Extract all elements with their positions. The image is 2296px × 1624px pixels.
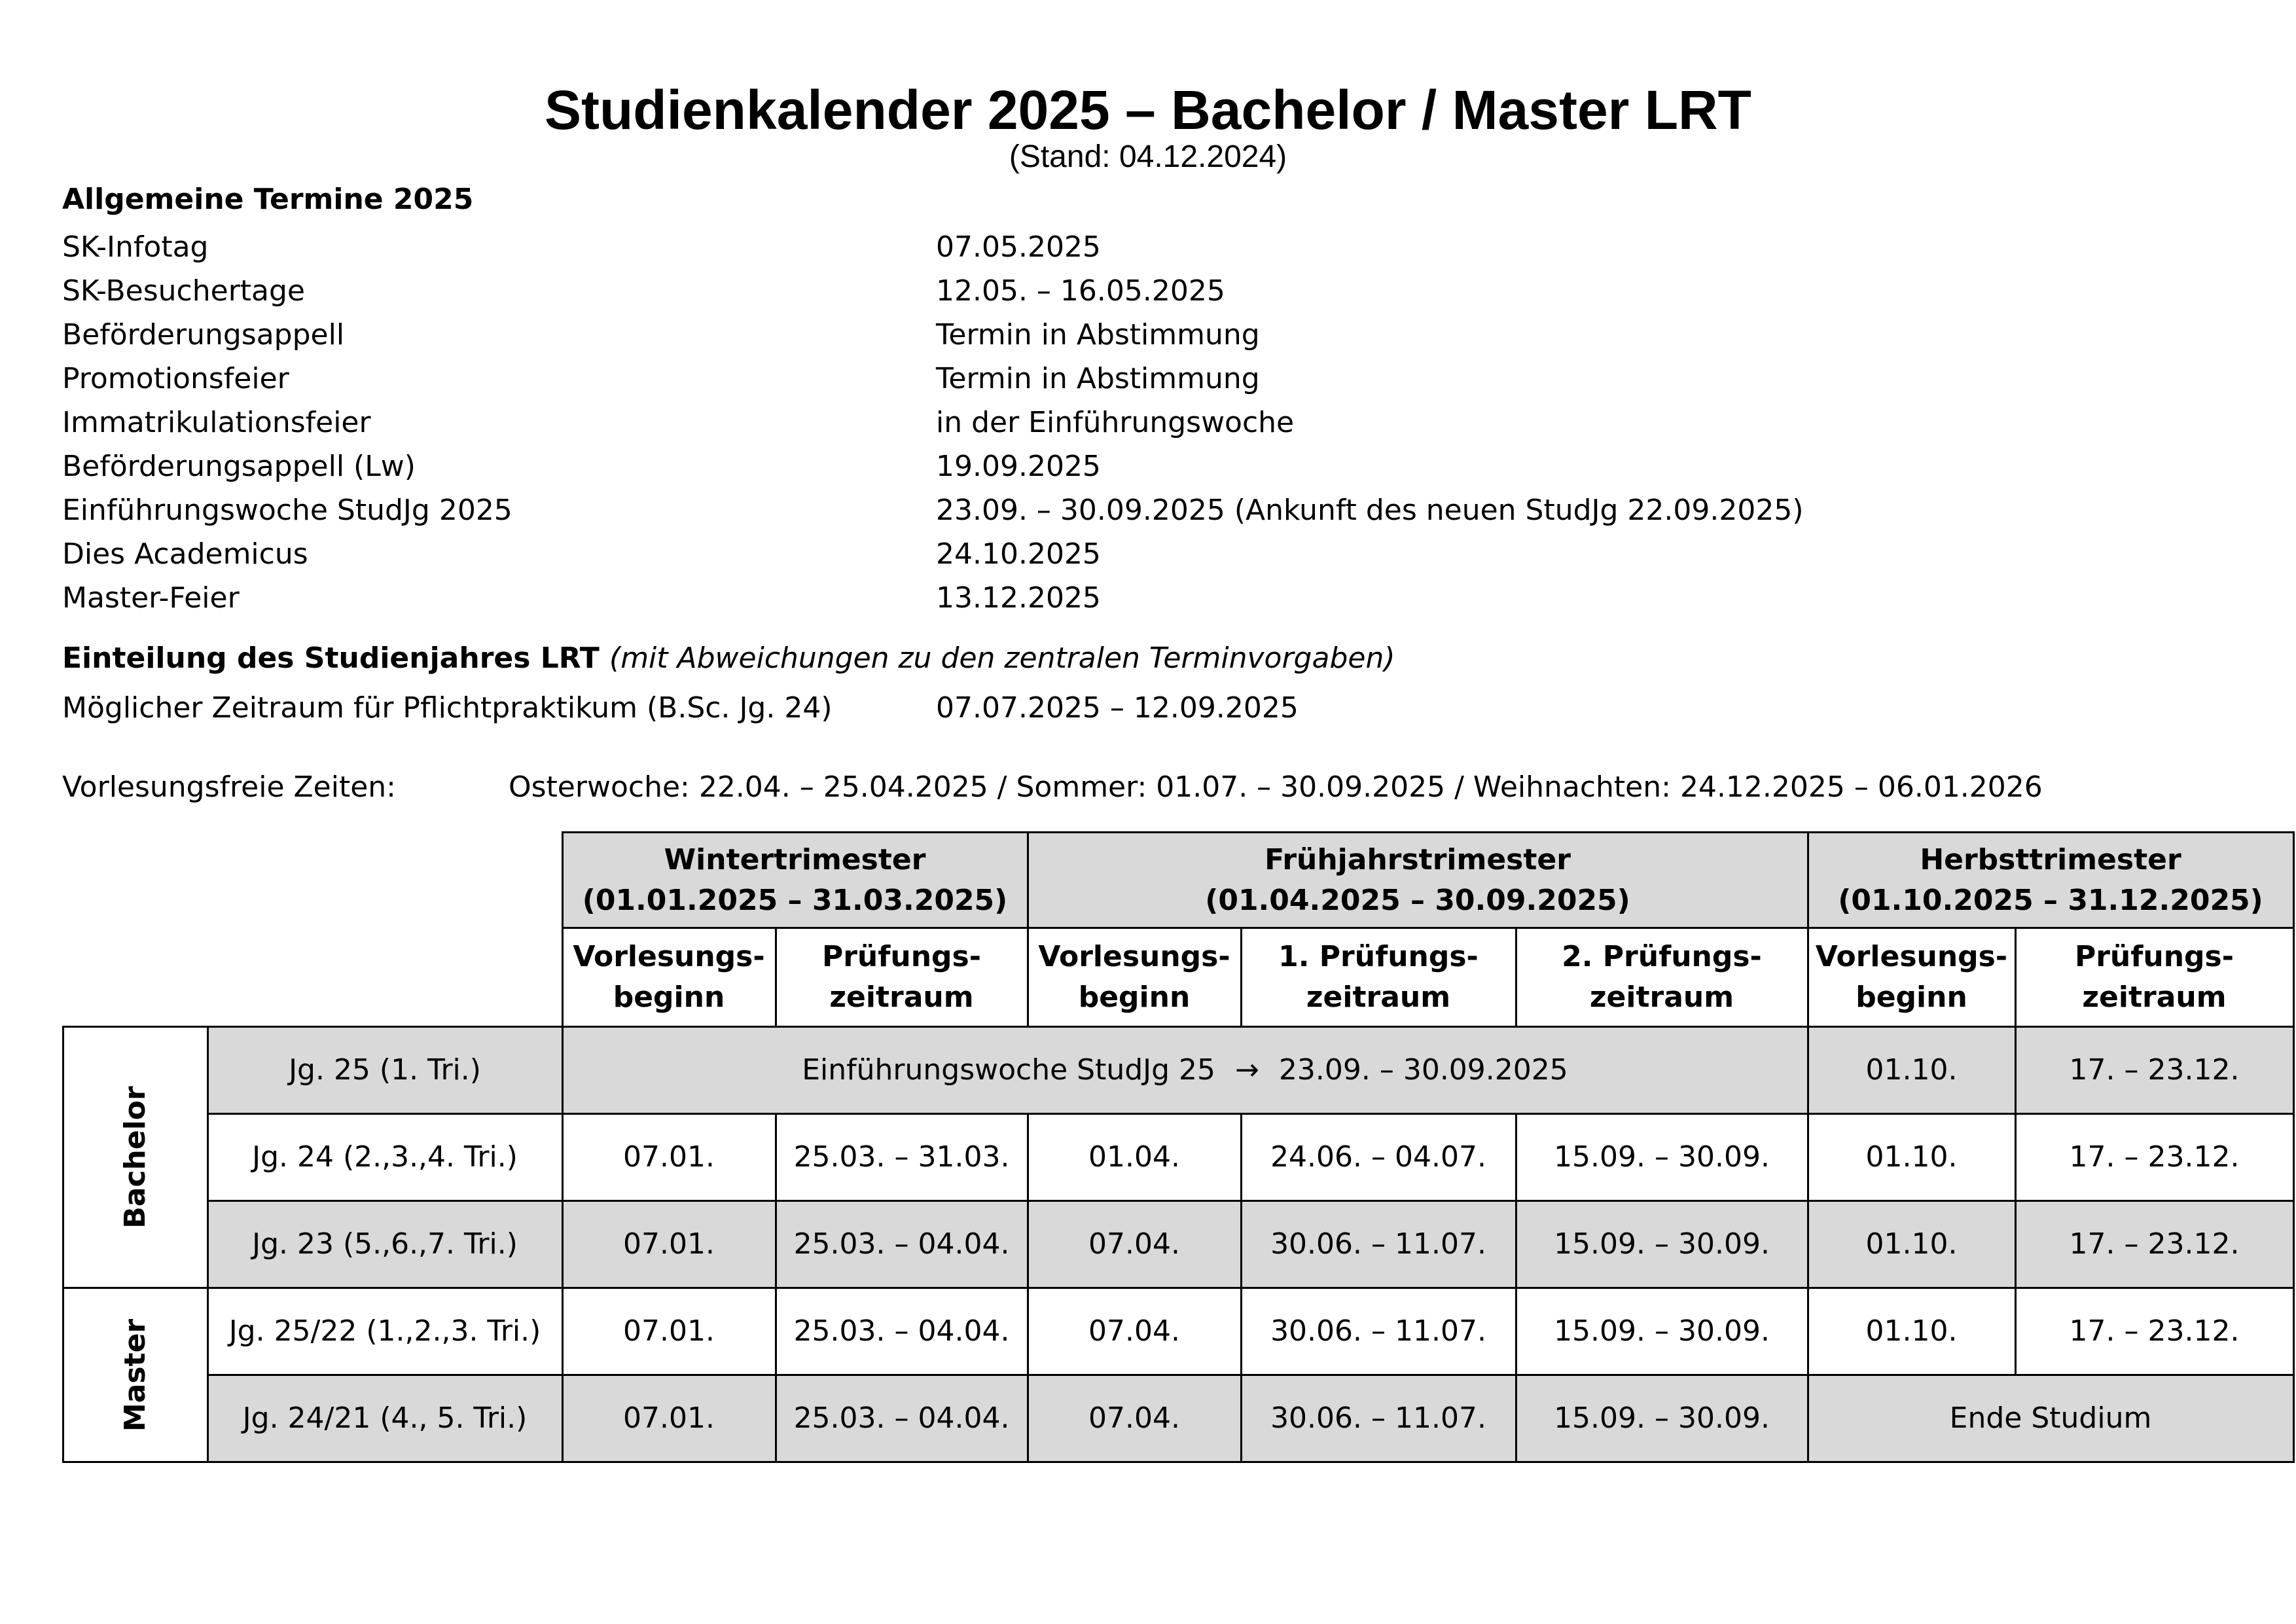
general-item-value: 12.05. – 16.05.2025 [936, 274, 1225, 308]
trimester-range: (01.04.2025 – 30.09.2025) [1205, 883, 1630, 917]
table-cell: 01.10. [1808, 1027, 2015, 1114]
row-label: Jg. 24 (2.,3.,4. Tri.) [207, 1114, 562, 1201]
table-cell: 17. – 23.12. [2015, 1027, 2293, 1114]
row-label: Jg. 25/22 (1.,2.,3. Tri.) [207, 1288, 562, 1375]
orientation-week-date: 23.09. – 30.09.2025 [1278, 1053, 1568, 1087]
subheader-cell [1516, 928, 1808, 1027]
subheader-cell [1028, 928, 1241, 1027]
trimester-header-spring [1028, 833, 1808, 928]
empty-corner [63, 928, 563, 1027]
trimester-header-row [63, 833, 2294, 928]
trimester-header-autumn [1808, 833, 2293, 928]
division-heading [62, 639, 1395, 678]
general-item-value: 24.10.2025 [936, 537, 1101, 571]
subheader-cell [2015, 928, 2293, 1027]
table-cell: 07.01. [562, 1114, 776, 1201]
trimester-name: Herbsttrimester [1920, 842, 2181, 876]
row-label: Jg. 24/21 (4., 5. Tri.) [207, 1375, 562, 1462]
general-item-label: Immatrikulationsfeier [62, 406, 371, 439]
subheader-line: beginn [613, 981, 725, 1014]
table-cell: 30.06. – 11.07. [1241, 1201, 1516, 1288]
general-item-label: Promotionsfeier [62, 362, 289, 395]
table-cell: 17. – 23.12. [2015, 1288, 2293, 1375]
general-item-value: 07.05.2025 [936, 230, 1101, 264]
subheader-line: 1. Prüfungs- [1278, 940, 1479, 973]
trimester-header-winter [562, 833, 1028, 928]
table-cell: 07.01. [562, 1375, 776, 1462]
table-cell: 25.03. – 04.04. [776, 1201, 1028, 1288]
table-cell: 17. – 23.12. [2015, 1201, 2293, 1288]
subheader-line: zeitraum [2082, 981, 2227, 1014]
table-cell: 07.04. [1028, 1288, 1241, 1375]
table-cell: 25.03. – 04.04. [776, 1288, 1028, 1375]
orientation-week-cell [562, 1027, 1808, 1114]
subheader-line: Vorlesungs- [1038, 940, 1230, 973]
subheader-line: zeitraum [1589, 981, 1734, 1014]
subheader-line: 2. Prüfungs- [1562, 940, 1762, 973]
table-cell: 30.06. – 11.07. [1241, 1375, 1516, 1462]
orientation-week-text: Einführungswoche StudJg 25 [802, 1053, 1216, 1087]
table-row [63, 1288, 2294, 1375]
table-cell: 01.04. [1028, 1114, 1241, 1201]
internship-label: Möglicher Zeitraum für Pflichtpraktikum (B.Sc. Jg. 24) [62, 691, 833, 725]
calendar-table [62, 831, 2295, 1463]
table-cell: 01.10. [1808, 1288, 2015, 1375]
general-item-value: 13.12.2025 [936, 581, 1101, 615]
subheader-line: zeitraum [1306, 981, 1451, 1014]
trimester-range: (01.10.2025 – 31.12.2025) [1838, 883, 2263, 917]
subheader-line: Prüfungs- [821, 940, 981, 973]
general-item-value: 23.09. – 30.09.2025 (Ankunft des neuen StudJg 22.09.2025) [936, 494, 1804, 527]
arrow-right-icon: → [1235, 1053, 1259, 1087]
trimester-name: Frühjahrstrimester [1265, 842, 1571, 876]
breaks-label: Vorlesungsfreie Zeiten: [62, 770, 396, 804]
table-cell: 07.01. [562, 1288, 776, 1375]
subheader-row [63, 928, 2294, 1027]
table-cell: 01.10. [1808, 1114, 2015, 1201]
general-item-value: Termin in Abstimmung [936, 362, 1260, 395]
general-item-label: Master-Feier [62, 581, 240, 615]
table-cell: 17. – 23.12. [2015, 1114, 2293, 1201]
row-label: Jg. 23 (5.,6.,7. Tri.) [207, 1201, 562, 1288]
page-title: Studienkalender 2025 – Bachelor / Master LRT [545, 79, 1751, 141]
row-label: Jg. 25 (1. Tri.) [207, 1027, 562, 1114]
group-label-text: Master [118, 1318, 152, 1432]
table-row [63, 1201, 2294, 1288]
group-label-master [63, 1288, 208, 1462]
table-cell: 15.09. – 30.09. [1516, 1288, 1808, 1375]
table-cell: 15.09. – 30.09. [1516, 1201, 1808, 1288]
subheader-line: Prüfungs- [2074, 940, 2234, 973]
general-item-label: SK-Infotag [62, 230, 209, 264]
table-cell: 01.10. [1808, 1201, 2015, 1288]
table-row [63, 1375, 2294, 1462]
subheader-line: Vorlesungs- [573, 940, 765, 973]
subheader-cell [1808, 928, 2015, 1027]
trimester-name: Wintertrimester [664, 842, 926, 876]
table-cell: 30.06. – 11.07. [1241, 1288, 1516, 1375]
group-label-text: Bachelor [118, 1086, 152, 1229]
general-item-label: Beförderungsappell [62, 318, 345, 352]
internship-value: 07.07.2025 – 12.09.2025 [936, 691, 1299, 725]
general-item-label: Beförderungsappell (Lw) [62, 450, 416, 483]
general-item-value: Termin in Abstimmung [936, 318, 1260, 352]
group-label-bachelor [63, 1027, 208, 1288]
trimester-range: (01.01.2025 – 31.03.2025) [582, 883, 1008, 917]
table-cell: 24.06. – 04.07. [1241, 1114, 1516, 1201]
general-dates-heading: Allgemeine Termine 2025 [62, 183, 474, 216]
page-subtitle: (Stand: 04.12.2024) [1009, 139, 1287, 174]
subheader-cell [1241, 928, 1516, 1027]
table-cell: 15.09. – 30.09. [1516, 1114, 1808, 1201]
division-heading-text: Einteilung des Studienjahres LRT [62, 641, 600, 675]
general-item-value: 19.09.2025 [936, 450, 1101, 483]
table-cell: 07.01. [562, 1201, 776, 1288]
table-row [63, 1027, 2294, 1114]
general-item-value: in der Einführungswoche [936, 406, 1295, 439]
general-item-label: SK-Besuchertage [62, 274, 305, 308]
subheader-line: beginn [1078, 981, 1191, 1014]
subheader-cell [562, 928, 776, 1027]
empty-corner [63, 833, 563, 928]
general-item-label: Einführungswoche StudJg 2025 [62, 494, 512, 527]
table-cell: 15.09. – 30.09. [1516, 1375, 1808, 1462]
table-cell: 25.03. – 04.04. [776, 1375, 1028, 1462]
subheader-line: beginn [1856, 981, 1967, 1014]
subheader-line: zeitraum [829, 981, 974, 1014]
end-of-study-cell: Ende Studium [1808, 1375, 2293, 1462]
subheader-cell [776, 928, 1028, 1027]
division-heading-note: (mit Abweichungen zu den zentralen Terminvorgaben) [609, 641, 1395, 675]
table-row [63, 1114, 2294, 1201]
table-cell: 25.03. – 31.03. [776, 1114, 1028, 1201]
breaks-text: Osterwoche: 22.04. – 25.04.2025 / Sommer: 01.07. – 30.09.2025 / Weihnachten: 24.12.2025 – 06.01.2026 [509, 770, 2043, 804]
general-item-label: Dies Academicus [62, 537, 308, 571]
table-cell: 07.04. [1028, 1201, 1241, 1288]
table-cell: 07.04. [1028, 1375, 1241, 1462]
subheader-line: Vorlesungs- [1815, 940, 2008, 973]
